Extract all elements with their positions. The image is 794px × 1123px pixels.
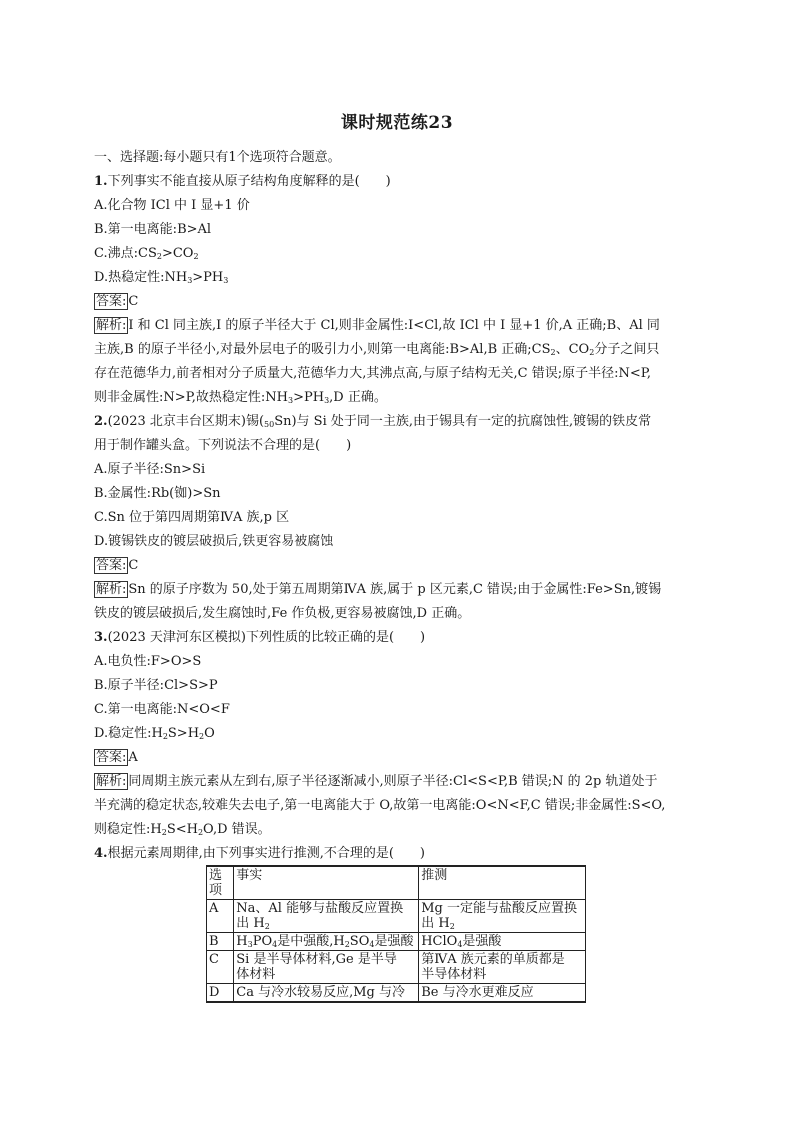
q1-option-c: C.沸点$:CS_2>CO_2$ bbox=[94, 246, 199, 261]
table-header-guess: 推测 bbox=[419, 866, 586, 900]
q2-option-a: A.原子半径:Sn>Si bbox=[94, 462, 206, 477]
q4-stem: 4.根据元素周期律,由下列事实进行推测,不合理的是( ) bbox=[94, 846, 425, 861]
table-row bbox=[207, 933, 586, 951]
table-cell: C bbox=[207, 951, 234, 984]
table-cell: Mg 一定能与盐酸反应置换 出 $H_2$ bbox=[419, 900, 586, 933]
q2-stem-line: 用于制作罐头盒。下列说法不合理的是( ) bbox=[94, 438, 352, 453]
q3-option-a: A.电负性:F>O>S bbox=[94, 654, 202, 669]
table-cell: A bbox=[207, 900, 234, 933]
explanation-label: 解析: bbox=[96, 774, 127, 789]
q2-explanation-line: 解析: Sn 的原子序数为 50,处于第五周期第ⅣA 族,属于 p 区元素,C 错误;由于金属性:Fe>Sn,镀锡 bbox=[96, 582, 662, 597]
answer-label: 答案: bbox=[96, 294, 127, 309]
q3-option-c: C.第一电离能:N<O<F bbox=[94, 702, 230, 717]
q2-stem: 2.(2023 北京丰台区期末)锡$(_{50}Sn)$与 Si 处于同一主族,由于锡具有一定的抗腐蚀性,镀锡的铁皮常 bbox=[94, 414, 652, 429]
table-row bbox=[207, 900, 586, 933]
facts-table bbox=[206, 865, 586, 1003]
table-row bbox=[207, 984, 586, 1003]
q2-answer: 答案: C bbox=[96, 558, 139, 573]
table-row bbox=[207, 866, 586, 900]
table-cell: B bbox=[207, 933, 234, 951]
q1-option-d: D.热稳定性$:NH_3>PH_3$ bbox=[94, 270, 229, 285]
table-cell: Na、Al 能够与盐酸反应置换 出 $H_2$ bbox=[234, 900, 419, 933]
q1-explanation-line: 存在范德华力,前者相对分子质量大,范德华力大,其沸点高,与原子结构无关,C 错误;原子半径:N<P, bbox=[94, 366, 652, 381]
q3-answer: 答案: A bbox=[96, 750, 138, 765]
q1-explanation-line: 解析: I 和 Cl 同主族,I 的原子半径大于 Cl,则非金属性:I<Cl,故 ICl 中 I 显+1 价,A 正确;B、Al 同 bbox=[96, 318, 660, 333]
table-cell: Be 与冷水更难反应 bbox=[419, 984, 586, 1003]
q1-option-a: A.化合物 ICl 中 I 显+1 价 bbox=[94, 198, 250, 213]
table-header-fact: 事实 bbox=[234, 866, 419, 900]
table-row bbox=[207, 951, 586, 984]
q1-explanation-line: 则非金属性:N>P,故热稳定性$:NH_3>PH_3,D$ 正确。 bbox=[94, 390, 387, 405]
table-cell: Ca 与冷水较易反应,Mg 与冷 bbox=[234, 984, 419, 1003]
q2-explanation-line: 铁皮的镀层破损后,发生腐蚀时,Fe 作负极,更容易被腐蚀,D 正确。 bbox=[94, 606, 471, 621]
table-header-option: 选 项 bbox=[207, 866, 234, 900]
q2-option-d: D.镀锡铁皮的镀层破损后,铁更容易被腐蚀 bbox=[94, 534, 334, 549]
q3-option-b: B.原子半径:Cl>S>P bbox=[94, 678, 218, 693]
answer-label: 答案: bbox=[96, 750, 127, 765]
q1-stem: 1.下列事实不能直接从原子结构角度解释的是( ) bbox=[94, 174, 391, 189]
table-cell: Si 是半导体材料,Ge 是半导 体材料 bbox=[234, 951, 419, 984]
q1-explanation-line: 主族,B 的原子半径小,对最外层电子的吸引力小,则第一电离能:B>Al,B 正确$;CS_2$、$CO_2$分子之间只 bbox=[94, 342, 660, 357]
page-title: 课时规范练23 bbox=[340, 113, 454, 133]
section-heading: 一、选择题:每小题只有1个选项符合题意。 bbox=[94, 150, 341, 165]
table-cell: 第ⅣA 族元素的单质都是 半导体材料 bbox=[419, 951, 586, 984]
explanation-label: 解析: bbox=[96, 318, 127, 333]
q3-stem: 3.(2023 天津河东区模拟)下列性质的比较正确的是( ) bbox=[94, 630, 426, 645]
table-cell: D bbox=[207, 984, 234, 1003]
q1-option-b: B.第一电离能:B>Al bbox=[94, 222, 212, 237]
q1-answer: 答案: C bbox=[96, 294, 139, 309]
q3-explanation-line: 解析: 同周期主族元素从左到右,原子半径逐渐减小,则原子半径:Cl<S<P,B 错误;N 的 2p 轨道处于 bbox=[96, 774, 658, 789]
q2-option-c: C.Sn 位于第四周期第ⅣA 族,p 区 bbox=[94, 510, 290, 525]
q3-explanation-line: 半充满的稳定状态,较难失去电子,第一电离能大于 O,故第一电离能:O<N<F,C 错误;非金属性:S<O, bbox=[94, 798, 666, 813]
explanation-label: 解析: bbox=[96, 582, 127, 597]
table-cell: HClO$_4$是强酸 bbox=[419, 933, 586, 951]
answer-label: 答案: bbox=[96, 558, 127, 573]
q3-option-d: D.稳定性$:H_2S>H_2O$ bbox=[94, 726, 215, 741]
q3-explanation-line: 则稳定性$:H_2S<H_2O,D$ 错误。 bbox=[94, 822, 271, 837]
q2-option-b: B.金属性:Rb(铷)>Sn bbox=[94, 486, 221, 501]
table-cell: $H_3PO_4$是中强酸$,H_2SO_4$是强酸 bbox=[234, 933, 419, 951]
